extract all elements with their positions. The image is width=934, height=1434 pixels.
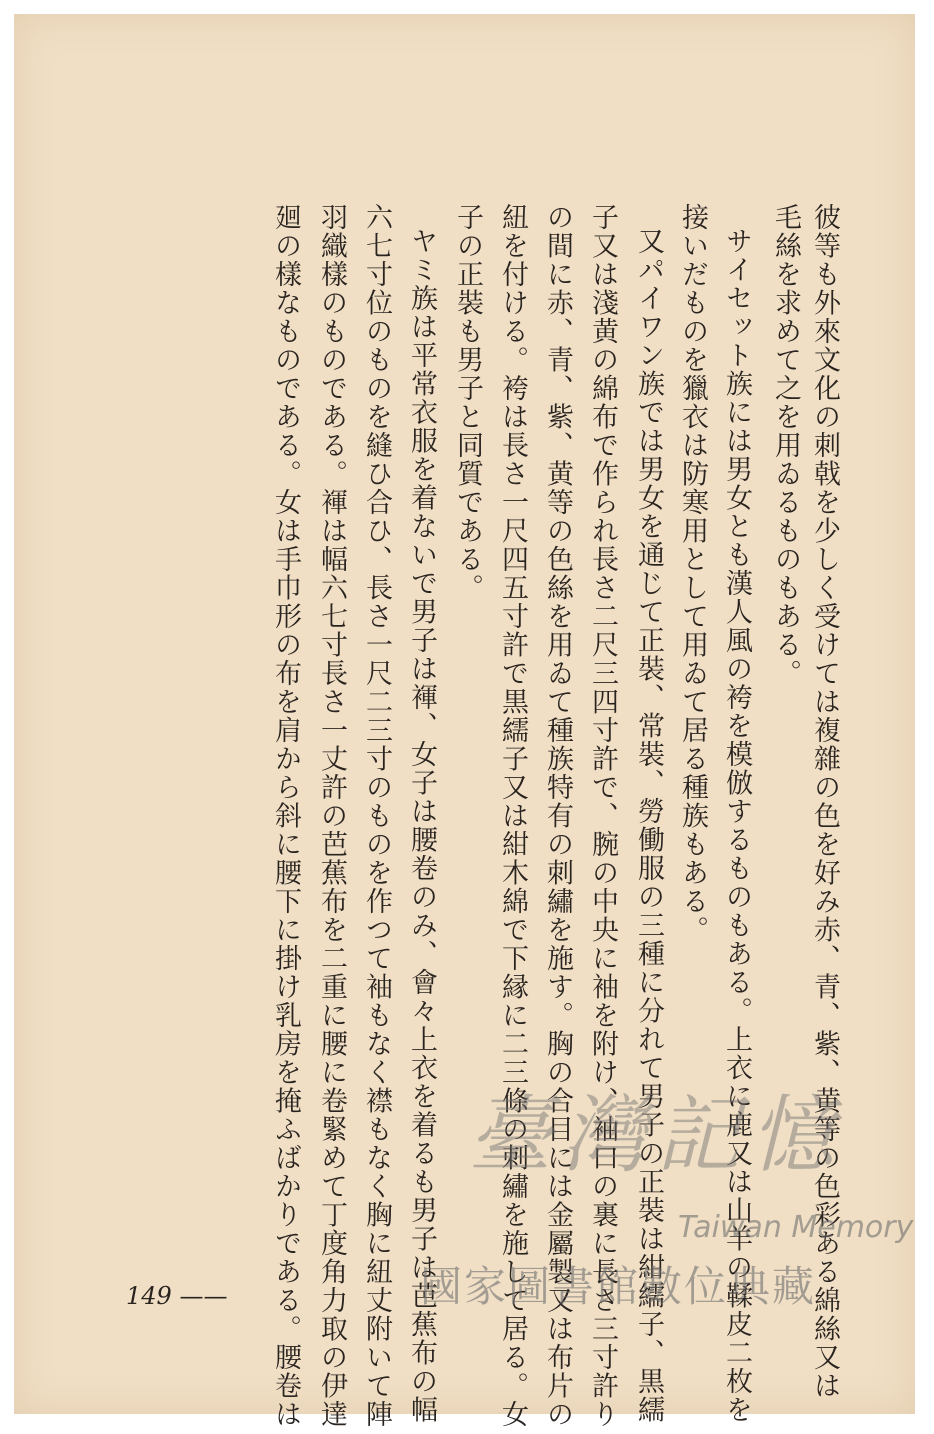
text-line-10: ヤミ族は平常衣服を着ないで男子は褌、女子は腰卷のみ、會々上衣を着るも男子は芭蕉布の幅 xyxy=(406,227,437,1424)
page-number-value: 149 xyxy=(126,1282,172,1310)
watermark-national-library: 國家圖書館數位典藏 xyxy=(420,1262,817,1311)
watermark-taiwan-memory-en: Taiwan Memory xyxy=(678,1210,914,1245)
text-line-4: 接いだものを獵衣は防寒用として用ゐて居る種族もある。 xyxy=(677,203,708,944)
text-line-1: 彼等も外來文化の刺戟を少しく受けては複雜の色を好み赤、青、紫、黄等の色彩ある綿絲又は xyxy=(809,203,840,1400)
book-page xyxy=(14,14,915,1429)
text-line-5: 又パイワン族では男女を通じて正裝、常裝、勞働服の三種に分れて男子の正裝は紺繻子、黒繻 xyxy=(633,227,664,1424)
text-line-2: 毛絲を求めて之を用ゐるものもある。 xyxy=(770,203,801,688)
text-line-13: 廻の樣なものである。女は手巾形の布を肩から斜に腰下に掛け乳房を掩ふばかりである。腰卷は xyxy=(270,203,301,1429)
text-line-7: の間に赤、青、紫、黄等の色絲を用ゐて種族特有の刺繡を施す。胸の合目には金屬製又は布片の xyxy=(542,203,573,1429)
text-line-11: 六七寸位のものを縫ひ合ひ、長さ一尺二三寸のものを作つて袖もなく襟もなく胸に紐丈附いて陣 xyxy=(361,203,392,1429)
page-number: 149 —— xyxy=(126,1282,228,1310)
text-line-12: 羽織樣のものである。褌は幅六七寸長さ一丈許の芭蕉布を二重に腰に卷緊めて丁度角力取の伊達 xyxy=(316,203,347,1429)
watermark-taiwan-memory-cn: 臺灣記憶 xyxy=(468,1086,845,1184)
text-line-8: 紐を付ける。袴は長さ一尺四五寸許で黒繻子又は紺木綿で下縁に二三條の刺繡を施して居る。女 xyxy=(497,203,528,1429)
text-line-9: 子の正裝も男子と同質である。 xyxy=(452,203,483,602)
text-line-6: 子又は淺黄の綿布で作られ長さ二尺三四寸許で、腕の中央に袖を附け、袖口の裏に長さ三寸許り xyxy=(587,203,618,1429)
text-line-3: サイセット族には男女とも漢人風の袴を模倣するものもある。上衣に鹿又は山羊の鞣皮二枚を xyxy=(721,227,752,1424)
